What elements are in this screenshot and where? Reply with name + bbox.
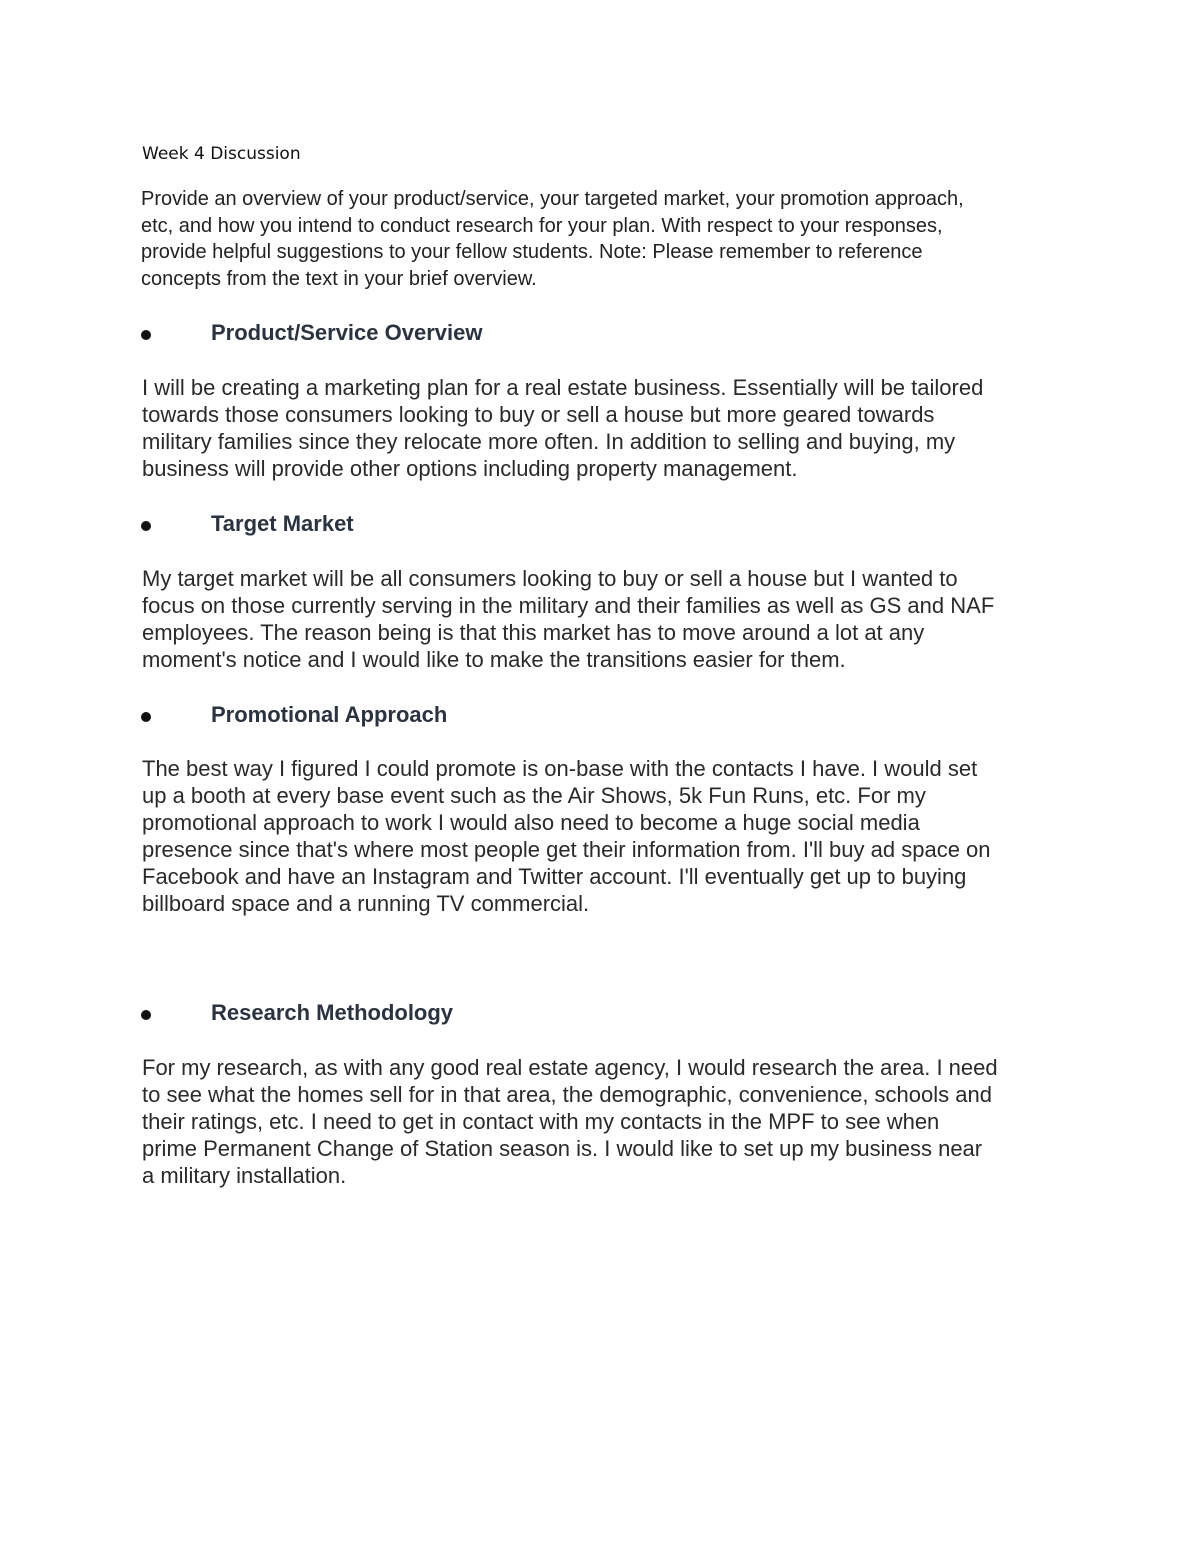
bullet-icon (141, 330, 151, 340)
section-heading-text: Target Market (211, 511, 354, 536)
paragraph-line: employees. The reason being is that this market has to move around a lot at any (142, 620, 925, 645)
section-paragraph-product-service (142, 374, 1062, 482)
paragraph-line: towards those consumers looking to buy or sell a house but more geared towards (142, 402, 935, 427)
paragraph-line: Facebook and have an Instagram and Twitter account. I'll eventually get up to buying (142, 864, 967, 889)
section-heading-text: Product/Service Overview (211, 320, 483, 345)
paragraph-line: My target market will be all consumers looking to buy or sell a house but I wanted to (142, 566, 958, 591)
section-paragraph-promotional-approach (142, 755, 1062, 917)
paragraph-line: prime Permanent Change of Station season is. I would like to set up my business near (142, 1136, 983, 1161)
paragraph-line: a military installation. (142, 1163, 347, 1188)
paragraph-line: presence since that's where most people get their information from. I'll buy ad space on (142, 837, 991, 862)
paragraph-line: business will provide other options including property management. (142, 456, 798, 481)
prompt-line: concepts from the text in your brief overview. (141, 267, 537, 290)
prompt-line: Provide an overview of your product/service, your targeted market, your promotion approach, (141, 188, 964, 210)
paragraph-line: up a booth at every base event such as the Air Shows, 5k Fun Runs, etc. For my (142, 783, 926, 808)
bullet-icon (141, 1010, 151, 1020)
paragraph-line: their ratings, etc. I need to get in contact with my contacts in the MPF to see when (142, 1109, 940, 1134)
prompt-line: provide helpful suggestions to your fellow students. Note: Please remember to reference (141, 241, 923, 263)
paragraph-line: billboard space and a running TV commercial. (142, 891, 590, 916)
bullet-icon (141, 712, 151, 722)
paragraph-line: to see what the homes sell for in that area, the demographic, convenience, schools and (142, 1082, 992, 1107)
section-paragraph-research-methodology (142, 1054, 1062, 1189)
paragraph-line: moment's notice and I would like to make the transitions easier for them. (142, 647, 846, 672)
paragraph-line: promotional approach to work I would also need to become a huge social media (142, 810, 920, 835)
paragraph-line: The best way I figured I could promote is on-base with the contacts I have. I would set (142, 756, 978, 781)
paragraph-line: military families since they relocate more often. In addition to selling and buying, my (142, 429, 956, 454)
section-heading-text: Promotional Approach (211, 702, 448, 727)
paragraph-line: focus on those currently serving in the military and their families as well as GS and NAF (142, 593, 995, 618)
section-heading-text: Research Methodology (211, 1000, 454, 1025)
paragraph-line: I will be creating a marketing plan for a real estate business. Essentially will be tailored (142, 375, 984, 400)
paragraph-line: For my research, as with any good real estate agency, I would research the area. I need (142, 1055, 998, 1080)
discussion-prompt (141, 186, 1051, 292)
section-paragraph-target-market (142, 565, 1062, 673)
bullet-icon (141, 521, 151, 531)
prompt-line: etc, and how you intend to conduct research for your plan. With respect to your responses, (141, 214, 943, 237)
document-title: Week 4 Discussion (142, 144, 301, 164)
